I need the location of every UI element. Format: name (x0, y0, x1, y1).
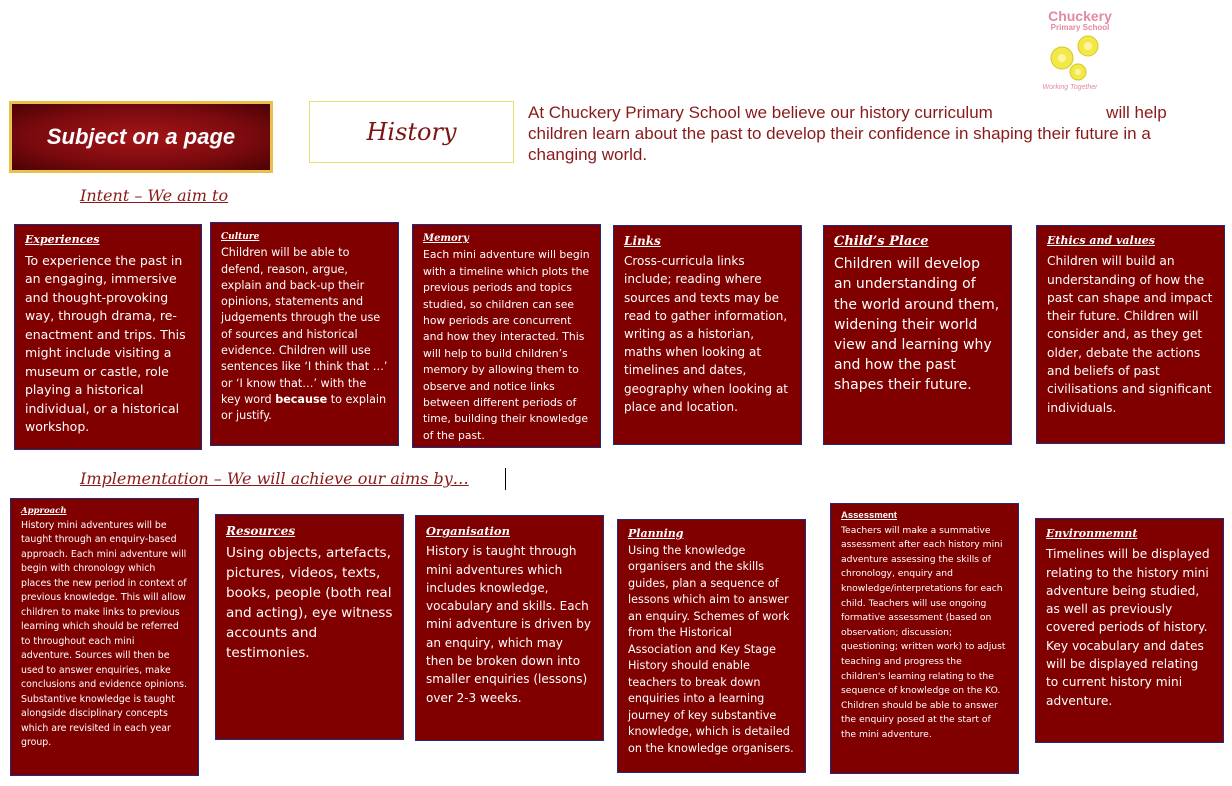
text-cursor (505, 468, 506, 490)
impl-card-environment (1035, 518, 1224, 743)
subject-banner-label: Subject on a page (46, 124, 236, 149)
card-body: Children will build an understanding of how the past can shape and impact their future. Children will consider and, as they get older, debate the actions and beliefs of past civilisations and significant individuals. (1047, 254, 1213, 415)
impl-card-planning (617, 519, 806, 773)
card-body: Children will develop an understanding of the world around them, widening their world view and learning why and how the past shapes their future. (834, 256, 1000, 394)
card-title: Links (624, 234, 661, 248)
logo-motto: Working Together (1042, 84, 1098, 91)
card-title: Environmemnt (1046, 527, 1138, 540)
school-logo (1040, 8, 1120, 108)
impl-card-assessment (830, 503, 1019, 774)
impl-card-approach (10, 498, 199, 776)
card-body: Teachers will make a summative assessment after each history mini adventure assessing the skills of chronology, enquiry and knowledge/interpretations for each child. Teachers will use ongoing formative assessment (based on observation; discussion; questioning; written work) to adjust teaching and progress the children's learning relating to the sequence of knowledge on the KO. Children should be able to answer the enquiry posed at the start of the mini adventure. (841, 524, 1006, 740)
intent-card-childs-place (823, 225, 1012, 445)
card-title: Assessment (841, 510, 897, 521)
card-body: Using the knowledge organisers and the skills guides, plan a sequence of lessons which aim to answer an enquiry. Schemes of work from the Historical Association and Key Stage History should enable teachers to break down enquiries into a learning journey of key substantive knowledge, which is detailed on the knowledge organisers. (628, 543, 794, 755)
intent-card-culture (210, 222, 399, 446)
subject-title-box (309, 101, 514, 163)
intent-card-ethics-values (1036, 225, 1225, 444)
card-body: History is taught through mini adventures which includes knowledge, vocabulary and skills. Each mini adventure is driven by an enquiry, which may then be broken down into smaller enquiries (lessons) over 2-3 weeks. (426, 544, 591, 705)
card-body-keyword: because (275, 392, 328, 406)
implementation-heading: Implementation – We will achieve our aims by… (80, 469, 469, 488)
intent-card-memory (412, 224, 601, 448)
card-title: Experiences (25, 233, 100, 246)
intro-statement: At Chuckery Primary School we believe our history curriculum will help children learn about the past to develop their confidence in shaping their future in a changing world. (528, 103, 1172, 164)
intent-heading: Intent – We aim to (80, 186, 229, 205)
card-body: Using objects, artefacts, pictures, videos, texts, books, people (both real and acting), eye witness accounts and testimonies. (226, 545, 393, 661)
card-title: Child’s Place (834, 234, 929, 249)
subject-title: History (366, 118, 457, 146)
card-body: To experience the past in an engaging, immersive and thought-provoking way, through drama, re-enactment and trips. This might include visiting a museum or castle, role playing a historical individual, or a historical workshop. (25, 252, 186, 434)
card-title: Memory (423, 233, 469, 244)
card-title: Approach (21, 506, 67, 516)
subject-banner (9, 101, 273, 173)
sun-flowers-icon (1040, 32, 1120, 92)
card-body: History mini adventures will be taught through an enquiry-based approach. Each mini adventure will begin with chronology which places the new period in context of previous knowledge. This will allow children to make links to previous learning which should be referred to throughout each mini adventure. Sources will then be used to answer enquiries, make conclusions and evidence opinions. Substantive knowledge is taught alongside disciplinary concepts which are revisited in each year group. (21, 519, 188, 748)
impl-card-organisation (415, 515, 604, 741)
card-title: Resources (226, 524, 296, 538)
card-body: Cross-curricula links include; reading where sources and texts may be read to gather information, writing as a historian, maths when looking at timelines and dates, geography when looking at place and location. (624, 254, 789, 414)
card-body-part1: Children will be able to defend, reason, argue, explain and back-up their opinions, statements and judgements through the use of sources and historical evidence. Children will use sentences like ‘I think that …’ or ‘I know that…’ with the key word (221, 246, 388, 406)
logo-name: Chuckery (1048, 8, 1112, 24)
intent-card-links (613, 225, 802, 445)
logo-subtitle: Primary School (1050, 23, 1110, 32)
card-title: Organisation (426, 524, 510, 538)
card-body: Timelines will be displayed relating to the history mini adventure being studied, as well as previously covered periods of history. Key vocabulary and dates will be displayed relating to current history mini adventure. (1046, 547, 1210, 708)
card-title: Planning (628, 527, 684, 540)
card-body: Each mini adventure will begin with a timeline which plots the previous periods and topics studied, so children can see how periods are concurrent and how they interacted. This will help to build children’s memory by allowing them to observe and notice links between different periods of time, building their knowledge of the past. (423, 248, 590, 442)
intent-card-experiences (14, 224, 202, 450)
card-title: Ethics and values (1047, 234, 1155, 247)
impl-card-resources (215, 514, 404, 740)
card-title: Culture (221, 232, 260, 242)
card-body-part2: to explain or justify. (221, 392, 387, 423)
